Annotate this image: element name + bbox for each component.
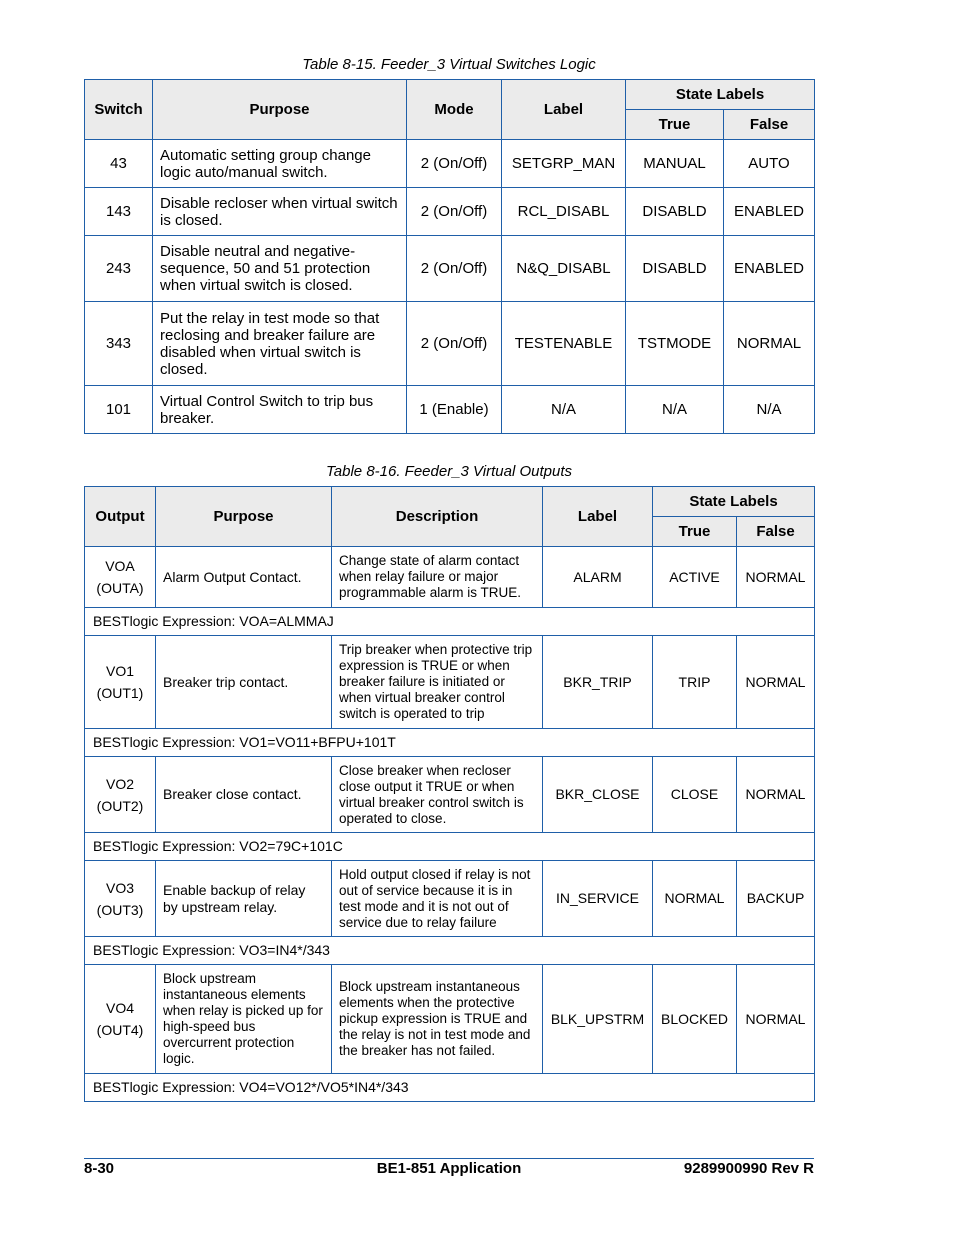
switch-cell: 43 bbox=[85, 140, 153, 188]
footer-document-number: 9289900990 Rev R bbox=[683, 1160, 814, 1177]
virtual-outputs-table bbox=[84, 486, 815, 1102]
header-purpose: Purpose bbox=[156, 487, 332, 547]
table-row bbox=[85, 965, 815, 1074]
false-cell: ENABLED bbox=[724, 188, 815, 236]
description-cell: Block upstream instantaneous elements when the protective pickup expression is TRUE and the relay is not in test mode and the breaker has not failed. bbox=[332, 965, 543, 1074]
false-cell: NORMAL bbox=[737, 636, 815, 729]
header-description: Description bbox=[332, 487, 543, 547]
output-name: VO1 bbox=[105, 663, 134, 679]
true-cell: NORMAL bbox=[653, 861, 737, 937]
description-cell: Change state of alarm contact when relay failure or major programmable alarm is TRUE. bbox=[332, 547, 543, 608]
table2-caption: Table 8-16. Feeder_3 Virtual Outputs bbox=[326, 463, 572, 480]
label-cell: BKR_TRIP bbox=[543, 636, 653, 729]
table-row bbox=[85, 140, 815, 188]
true-cell: CLOSE bbox=[653, 757, 737, 833]
expression-row bbox=[85, 937, 815, 965]
label-cell: N/A bbox=[502, 386, 626, 434]
mode-cell: 1 (Enable) bbox=[407, 386, 502, 434]
purpose-cell: Put the relay in test mode so that reclosing and breaker failure are disabled when virtual switch is closed. bbox=[153, 302, 407, 386]
false-cell: NORMAL bbox=[737, 757, 815, 833]
false-cell: NORMAL bbox=[724, 302, 815, 386]
mode-cell: 2 (On/Off) bbox=[407, 140, 502, 188]
header-true: True bbox=[626, 110, 724, 140]
header-label: Label bbox=[502, 80, 626, 140]
label-cell: N&Q_DISABL bbox=[502, 236, 626, 302]
table-row bbox=[85, 861, 815, 937]
header-state-labels: State Labels bbox=[626, 80, 815, 110]
mode-cell: 2 (On/Off) bbox=[407, 302, 502, 386]
label-cell: RCL_DISABL bbox=[502, 188, 626, 236]
expression-row bbox=[85, 608, 815, 636]
description-cell: Close breaker when recloser close output it TRUE or when virtual breaker control switch is operated to close. bbox=[332, 757, 543, 833]
table1-caption: Table 8-15. Feeder_3 Virtual Switches Logic bbox=[302, 56, 596, 73]
output-cell bbox=[85, 757, 156, 833]
output-contact: (OUT1) bbox=[96, 685, 144, 701]
table-row bbox=[85, 302, 815, 386]
header-label: Label bbox=[543, 487, 653, 547]
footer-divider bbox=[84, 1158, 814, 1159]
output-name: VO4 bbox=[105, 1000, 134, 1016]
label-cell: IN_SERVICE bbox=[543, 861, 653, 937]
switch-cell: 101 bbox=[85, 386, 153, 434]
expression-cell: BESTlogic Expression: VOA=ALMMAJ bbox=[85, 608, 815, 636]
purpose-cell: Block upstream instantaneous elements when relay is picked up for high-speed bus overcurrent protection logic. bbox=[156, 965, 332, 1074]
label-cell: ALARM bbox=[543, 547, 653, 608]
expression-row bbox=[85, 1074, 815, 1102]
table-row bbox=[85, 636, 815, 729]
footer-page-number: 8-30 bbox=[84, 1160, 115, 1177]
true-cell: ACTIVE bbox=[653, 547, 737, 608]
header-false: False bbox=[724, 110, 815, 140]
mode-cell: 2 (On/Off) bbox=[407, 188, 502, 236]
virtual-switches-table bbox=[84, 79, 815, 434]
true-cell: DISABLD bbox=[626, 236, 724, 302]
purpose-cell: Breaker close contact. bbox=[156, 757, 332, 833]
purpose-cell: Disable recloser when virtual switch is closed. bbox=[153, 188, 407, 236]
false-cell: BACKUP bbox=[737, 861, 815, 937]
label-cell: BLK_UPSTRM bbox=[543, 965, 653, 1074]
expression-cell: BESTlogic Expression: VO4=VO12*/VO5*IN4*/343 bbox=[85, 1074, 815, 1102]
true-cell: TRIP bbox=[653, 636, 737, 729]
false-cell: NORMAL bbox=[737, 965, 815, 1074]
output-contact: (OUT3) bbox=[96, 901, 144, 918]
true-cell: BLOCKED bbox=[653, 965, 737, 1074]
false-cell: N/A bbox=[724, 386, 815, 434]
header-false: False bbox=[737, 517, 815, 547]
output-name: VO2 bbox=[105, 775, 134, 792]
header-state-labels: State Labels bbox=[653, 487, 815, 517]
output-cell bbox=[85, 547, 156, 608]
true-cell: N/A bbox=[626, 386, 724, 434]
false-cell: NORMAL bbox=[737, 547, 815, 608]
false-cell: ENABLED bbox=[724, 236, 815, 302]
description-cell: Trip breaker when protective trip expression is TRUE or when breaker failure is initiated or when virtual breaker control switch is operated to trip bbox=[332, 636, 543, 729]
purpose-cell: Virtual Control Switch to trip bus breaker. bbox=[153, 386, 407, 434]
output-name: VO3 bbox=[105, 879, 134, 896]
description-cell: Hold output closed if relay is not out of service because it is in test mode and it is not out of service due to relay failure bbox=[332, 861, 543, 937]
header-true: True bbox=[653, 517, 737, 547]
table-row bbox=[85, 547, 815, 608]
mode-cell: 2 (On/Off) bbox=[407, 236, 502, 302]
purpose-cell: Breaker trip contact. bbox=[156, 636, 332, 729]
footer-title: BE1-851 Application bbox=[376, 1160, 522, 1177]
output-contact: (OUT4) bbox=[96, 1022, 144, 1038]
output-cell bbox=[85, 636, 156, 729]
purpose-cell: Automatic setting group change logic auto/manual switch. bbox=[153, 140, 407, 188]
header-mode: Mode bbox=[407, 80, 502, 140]
true-cell: DISABLD bbox=[626, 188, 724, 236]
expression-cell: BESTlogic Expression: VO1=VO11+BFPU+101T bbox=[85, 729, 815, 757]
header-output: Output bbox=[85, 487, 156, 547]
false-cell: AUTO bbox=[724, 140, 815, 188]
purpose-cell: Enable backup of relay by upstream relay. bbox=[156, 861, 332, 937]
table-row bbox=[85, 188, 815, 236]
switch-cell: 243 bbox=[85, 236, 153, 302]
output-name: VOA bbox=[105, 558, 135, 574]
table-row bbox=[85, 386, 815, 434]
expression-cell: BESTlogic Expression: VO3=IN4*/343 bbox=[85, 937, 815, 965]
header-purpose: Purpose bbox=[153, 80, 407, 140]
label-cell: BKR_CLOSE bbox=[543, 757, 653, 833]
expression-row bbox=[85, 833, 815, 861]
switch-cell: 343 bbox=[85, 302, 153, 386]
switch-cell: 143 bbox=[85, 188, 153, 236]
label-cell: TESTENABLE bbox=[502, 302, 626, 386]
label-cell: SETGRP_MAN bbox=[502, 140, 626, 188]
output-cell bbox=[85, 861, 156, 937]
true-cell: TSTMODE bbox=[626, 302, 724, 386]
table-row bbox=[85, 757, 815, 833]
header-switch: Switch bbox=[85, 80, 153, 140]
expression-cell: BESTlogic Expression: VO2=79C+101C bbox=[85, 833, 815, 861]
output-contact: (OUTA) bbox=[96, 580, 144, 596]
table-row bbox=[85, 236, 815, 302]
true-cell: MANUAL bbox=[626, 140, 724, 188]
purpose-cell: Disable neutral and negative-sequence, 50 and 51 protection when virtual switch is closed. bbox=[153, 236, 407, 302]
output-cell bbox=[85, 965, 156, 1074]
purpose-cell: Alarm Output Contact. bbox=[156, 547, 332, 608]
output-contact: (OUT2) bbox=[96, 797, 144, 814]
expression-row bbox=[85, 729, 815, 757]
